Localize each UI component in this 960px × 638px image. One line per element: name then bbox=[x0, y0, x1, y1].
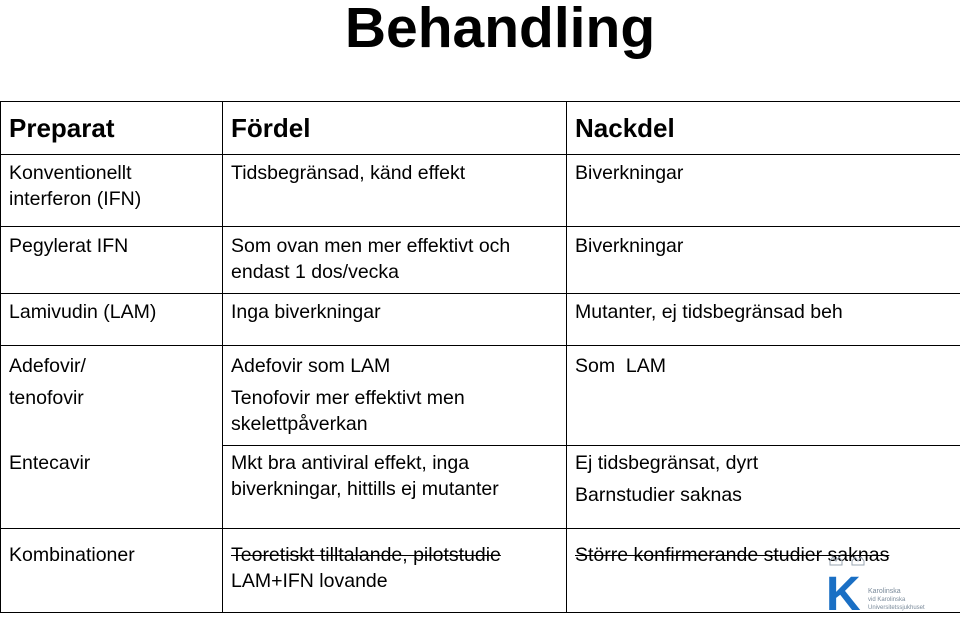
cell-nackdel bbox=[567, 346, 960, 446]
cell-text: Tenofovir mer effektivt men bbox=[231, 387, 465, 409]
cell-text: Ej tidsbegränsat, dyrt bbox=[575, 452, 759, 474]
cell-nackdel bbox=[567, 446, 960, 529]
cell-text: Adefovir/ bbox=[9, 355, 86, 377]
header-fordel: Fördel bbox=[223, 102, 567, 155]
cell-preparat bbox=[1, 346, 223, 446]
cell-text: Adefovir som LAM bbox=[231, 355, 391, 377]
cell-preparat bbox=[1, 446, 223, 529]
cell-nackdel bbox=[567, 227, 960, 294]
cell-text: Biverkningar bbox=[575, 235, 684, 257]
cell-text: Lamivudin (LAM) bbox=[9, 301, 157, 323]
karolinska-logo bbox=[824, 555, 934, 615]
cell-text: Kombinationer bbox=[9, 544, 135, 566]
cell-text: Mutanter, ej tidsbegränsad beh bbox=[575, 301, 843, 323]
header-preparat: Preparat bbox=[1, 102, 223, 155]
cell-preparat bbox=[1, 294, 223, 346]
table-row bbox=[1, 227, 960, 294]
table-row bbox=[1, 155, 960, 227]
logo-line: Karolinska bbox=[868, 588, 901, 595]
cell-text: Som ovan men mer effektivt och bbox=[231, 235, 511, 257]
cell-text: Teoretiskt tilltalande, pilotstudie bbox=[231, 544, 501, 566]
cell-text: Pegylerat IFN bbox=[9, 235, 129, 257]
cell-text: Inga biverkningar bbox=[231, 301, 381, 323]
cell-text: LAM+IFN lovande bbox=[231, 570, 388, 592]
cell-nackdel bbox=[567, 155, 960, 227]
cell-fordel bbox=[223, 155, 567, 227]
treatment-table bbox=[0, 101, 960, 613]
cell-nackdel bbox=[567, 294, 960, 346]
header-nackdel: Nackdel bbox=[567, 102, 960, 155]
cell-text: Entecavir bbox=[9, 451, 91, 474]
logo-line: Universitetssjukhuset bbox=[868, 605, 925, 611]
cell-text: Konventionellt bbox=[9, 162, 132, 184]
cell-fordel bbox=[223, 294, 567, 346]
cell-preparat bbox=[1, 227, 223, 294]
cell-text: Mkt bra antiviral effekt, inga bbox=[231, 452, 470, 474]
cell-text: Barnstudier saknas bbox=[575, 484, 742, 506]
table-header-row bbox=[1, 102, 960, 155]
cell-preparat bbox=[1, 155, 223, 227]
logo-letter: K bbox=[826, 568, 861, 615]
cell-fordel bbox=[223, 529, 567, 613]
table-row bbox=[1, 446, 960, 529]
table-row bbox=[1, 294, 960, 346]
logo-line: vid Karolinska bbox=[868, 597, 906, 603]
cell-preparat bbox=[1, 529, 223, 613]
cell-text: Större konfirmerande studier saknas bbox=[575, 544, 890, 566]
cell-fordel bbox=[223, 446, 567, 529]
cell-text: endast 1 dos/vecka bbox=[231, 261, 400, 283]
cell-fordel bbox=[223, 227, 567, 294]
cell-text: tenofovir bbox=[9, 387, 84, 409]
crown-icon bbox=[830, 557, 864, 565]
slide-title: Behandling bbox=[344, 0, 656, 60]
cell-text: Som LAM bbox=[575, 355, 667, 377]
table-row bbox=[1, 529, 960, 613]
cell-text: biverkningar, hittills ej mutanter bbox=[231, 478, 499, 500]
cell-text: interferon (IFN) bbox=[9, 188, 142, 210]
cell-text: Tidsbegränsad, känd effekt bbox=[231, 162, 466, 184]
cell-text: Biverkningar bbox=[575, 162, 684, 184]
cell-fordel bbox=[223, 346, 567, 446]
table-row bbox=[1, 346, 960, 446]
cell-text: skelettpåverkan bbox=[231, 413, 368, 435]
